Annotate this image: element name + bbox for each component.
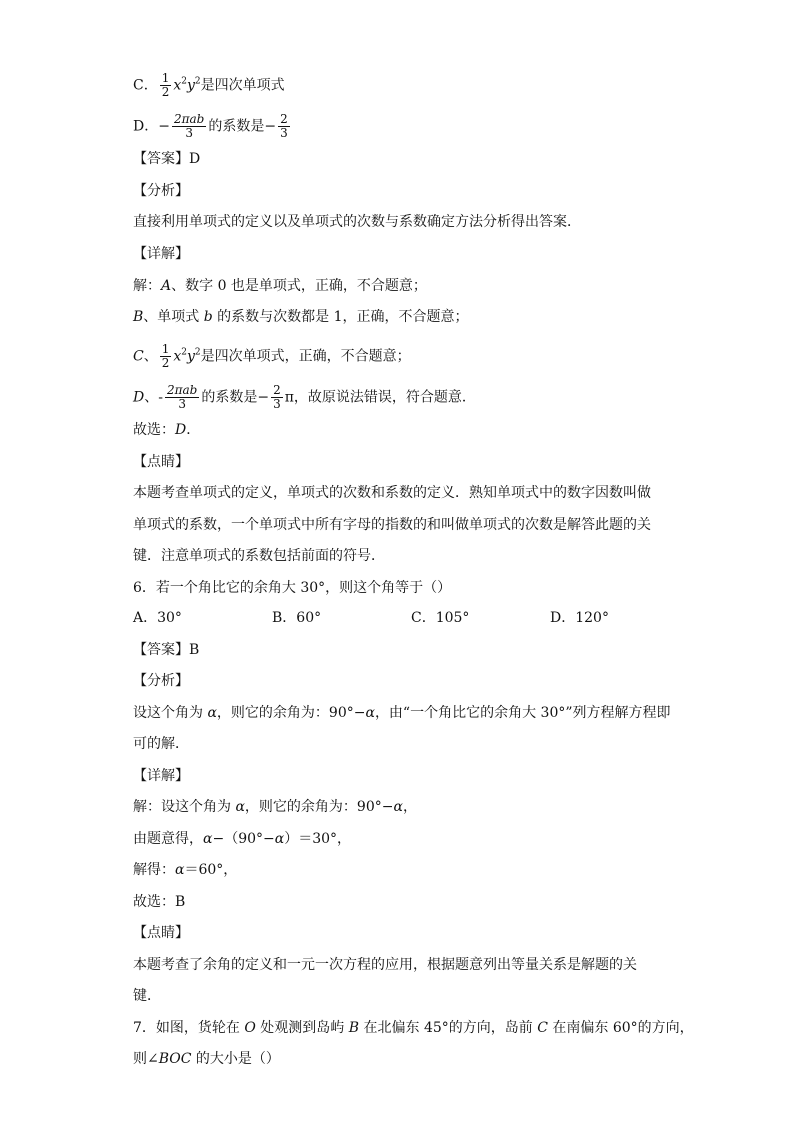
comment-text-1: 本题考查单项式的定义，单项式的次数和系数的定义．熟知单项式中的数字因数叫做 xyxy=(133,485,651,501)
detail-heading-2: 【详解】 xyxy=(133,768,189,784)
detail-line-a: 解：A、数字 0 也是单项式，正确，不合题意； xyxy=(133,278,427,294)
choice-line-2: 故选：B xyxy=(133,894,186,910)
detail-2-line-c: 解得：α＝60°， xyxy=(133,862,238,878)
fraction: $\frac{\text{2πab}}{3}$ xyxy=(166,383,198,411)
detail-heading: 【详解】 xyxy=(133,246,189,262)
question-7-line-1: 7．如图，货轮在 O 处观测到岛屿 B 在北偏东 45°的方向，岛前 C 在南偏东 60°的方向， xyxy=(133,1020,694,1036)
comment-text-3: 键．注意单项式的系数包括前面的符号． xyxy=(133,548,385,564)
detail-2-line-b: 由题意得，α−（90°−α）＝30°， xyxy=(133,831,352,847)
answer-label-2: 【答案】B xyxy=(133,642,200,658)
fraction: $\frac{1}{2}$ xyxy=(161,342,170,370)
choice-line: 故选：D． xyxy=(133,422,201,438)
option-d: D．120° xyxy=(550,610,609,626)
analysis-text-2a: 设这个角为 α，则它的余角为：90°−α，由“一个角比它的余角大 30°”列方程解方程即 xyxy=(133,705,671,721)
detail-2-line-a: 解：设这个角为 α，则它的余角为：90°−α， xyxy=(133,799,417,815)
question-6: 6．若一个角比它的余角大 30°，则这个角等于（） xyxy=(133,580,452,596)
detail-line-b: B、单项式 b 的系数与次数都是 1，正确，不合题意； xyxy=(133,309,469,325)
comment-text-2: 单项式的系数，一个单项式中所有字母的指数的和叫做单项式的次数是解答此题的关 xyxy=(133,517,651,533)
option-a: A．30° xyxy=(133,610,182,626)
option-b: B．60° xyxy=(272,610,322,626)
comment-2-text-1: 本题考查了余角的定义和一元一次方程的应用，根据题意列出等量关系是解题的关 xyxy=(133,957,637,973)
comment-2-text-2: 键． xyxy=(133,988,161,1004)
fraction: $\frac{1}{2}$ xyxy=(161,71,170,99)
analysis-text-2b: 可的解． xyxy=(133,736,189,752)
option-c-line: C． $\frac{1}{2}$ $x^2y^2$是四次单项式 xyxy=(133,71,285,99)
fraction: $\frac{\text{2πab}}{3}$ xyxy=(173,112,205,140)
detail-line-d: D、- $\frac{\text{2πab}}{3}$ 的系数是− $\frac{2}{3}$ π，故原说法错误，符合题意． xyxy=(133,383,476,411)
analysis-heading: 【分析】 xyxy=(133,183,189,199)
detail-line-c: C、 $\frac{1}{2}$ $x^2y^2$是四次单项式，正确，不合题意； xyxy=(133,342,411,370)
question-7-line-2: 则∠BOC 的大小是（） xyxy=(133,1051,280,1067)
answer-label: 【答案】D xyxy=(133,151,201,167)
fraction: $\frac{2}{3}$ xyxy=(273,383,281,411)
analysis-text: 直接利用单项式的定义以及单项式的次数与系数确定方法分析得出答案． xyxy=(133,214,581,230)
comment-heading-2: 【点睛】 xyxy=(133,925,189,941)
fraction: $\frac{2}{3}$ xyxy=(280,112,288,140)
comment-heading: 【点睛】 xyxy=(133,454,189,470)
question-6-options xyxy=(133,609,609,627)
option-d-line: D．− $\frac{\text{2πab}}{3}$ 的系数是− $\frac{2}{3}$ xyxy=(133,112,288,140)
option-c: C．105° xyxy=(411,610,470,626)
analysis-heading-2: 【分析】 xyxy=(133,673,189,689)
